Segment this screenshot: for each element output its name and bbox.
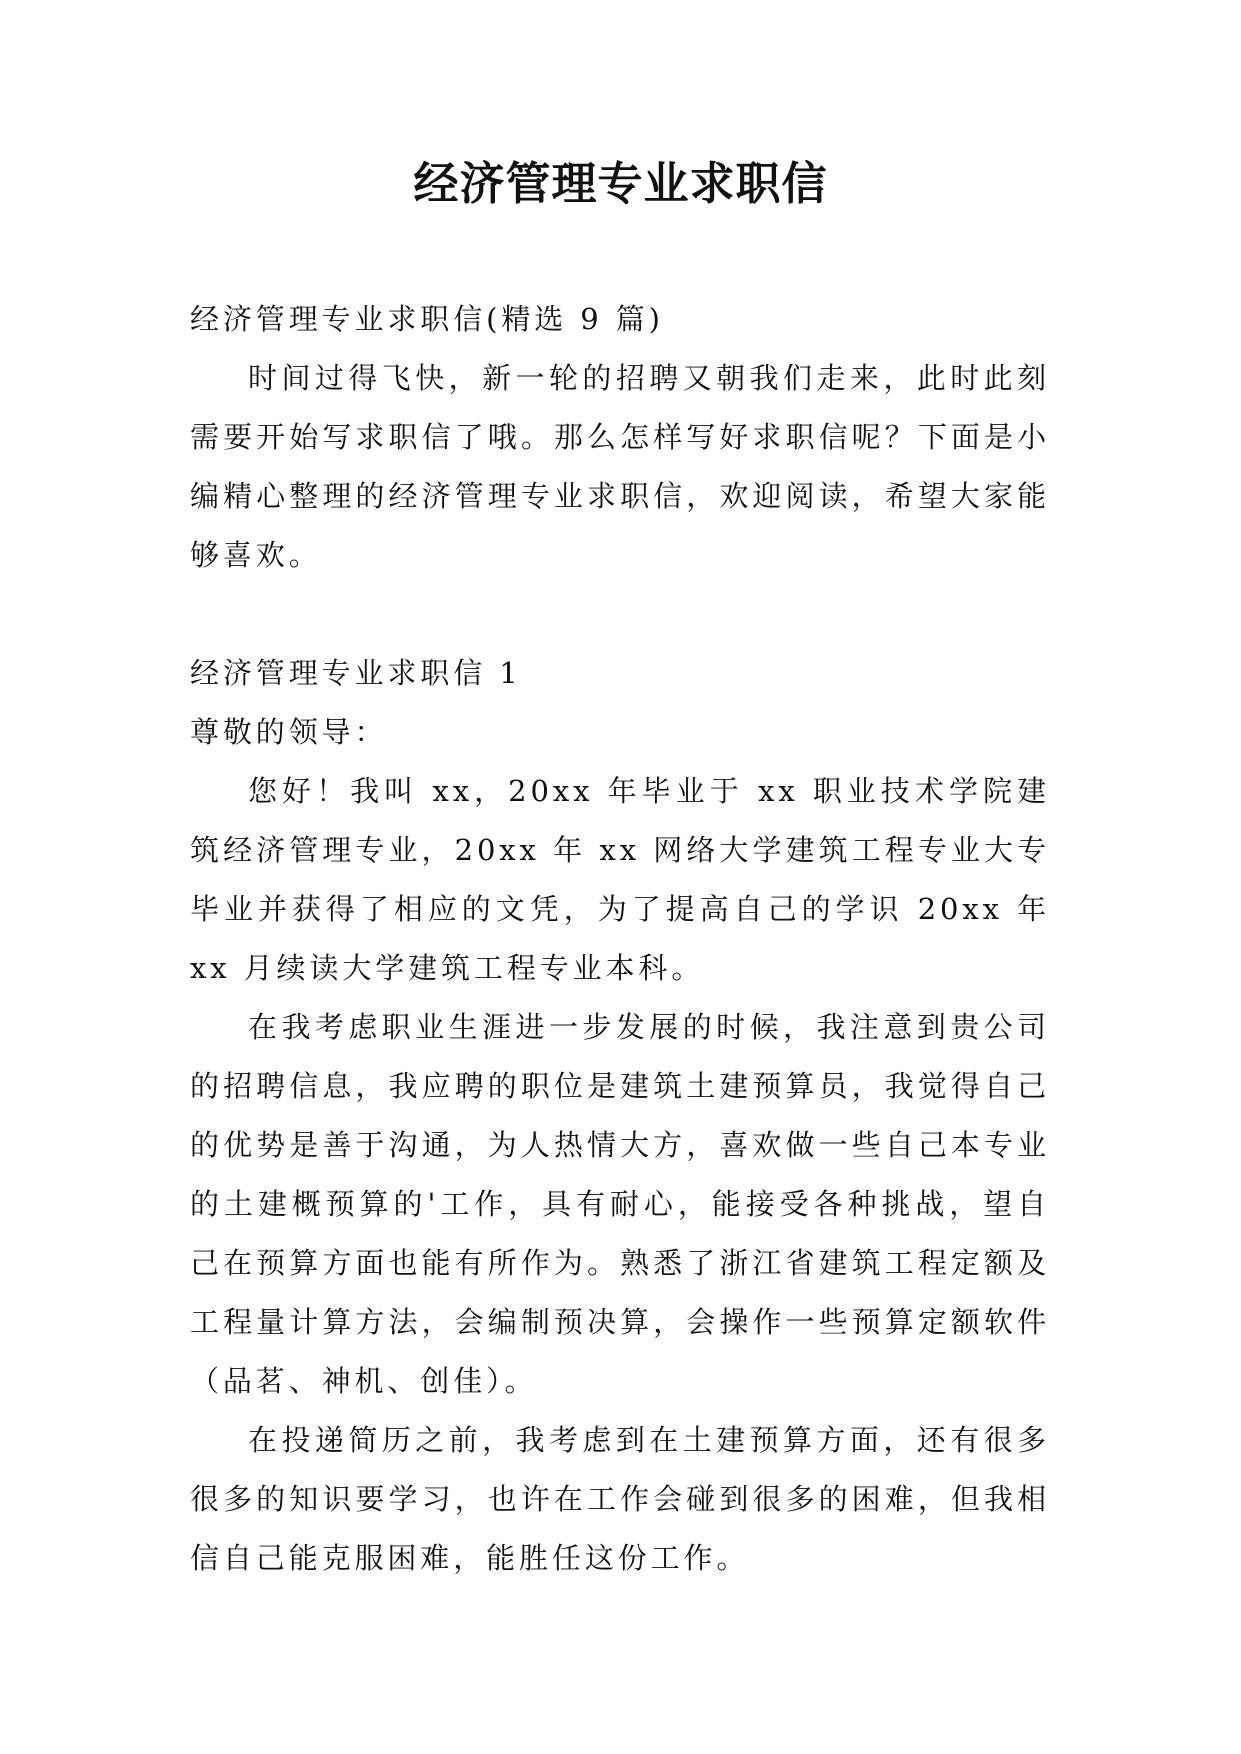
intro-paragraph: 时间过得飞快，新一轮的招聘又朝我们走来，此时此刻需要开始写求职信了哦。那么怎样写好求职信呢？下面是小编精心整理的经济管理专业求职信，欢迎阅读，希望大家能够喜欢。 xyxy=(190,361,1050,572)
salutation: 尊敬的领导： xyxy=(190,715,388,749)
letter-paragraph-3: 在投递简历之前，我考虑到在土建预算方面，还有很多很多的知识要学习，也许在工作会碰到很多的困难，但我相信自己能克服困难，能胜任这份工作。 xyxy=(190,1423,1050,1575)
document-body xyxy=(190,290,1050,1588)
letter-paragraph-1: 您好！我叫 xx，20xx 年毕业于 xx 职业技术学院建筑经济管理专业，20xx 年 xx 网络大学建筑工程专业大专毕业并获得了相应的文凭，为了提高自己的学识 20xx 年 xx 月续读大学建筑工程专业本科。 xyxy=(190,774,1050,985)
document-title: 经济管理专业求职信 xyxy=(413,157,828,210)
letter-paragraph-2: 在我考虑职业生涯进一步发展的时候，我注意到贵公司的招聘信息，我应聘的职位是建筑土建预算员，我觉得自己的优势是善于沟通，为人热情大方，喜欢做一些自己本专业的土建概预算的'工作，具有耐心，能接受各种挑战，望自己在预算方面也能有所作为。熟悉了浙江省建筑工程定额及工程量计算方法，会编制预决算，会操作一些预算定额软件（品茗、神机、创佳）。 xyxy=(190,1010,1050,1398)
paragraph-spacer xyxy=(190,585,1050,644)
document-subtitle: 经济管理专业求职信(精选 9 篇) xyxy=(190,302,664,336)
section-heading: 经济管理专业求职信 1 xyxy=(190,656,522,690)
